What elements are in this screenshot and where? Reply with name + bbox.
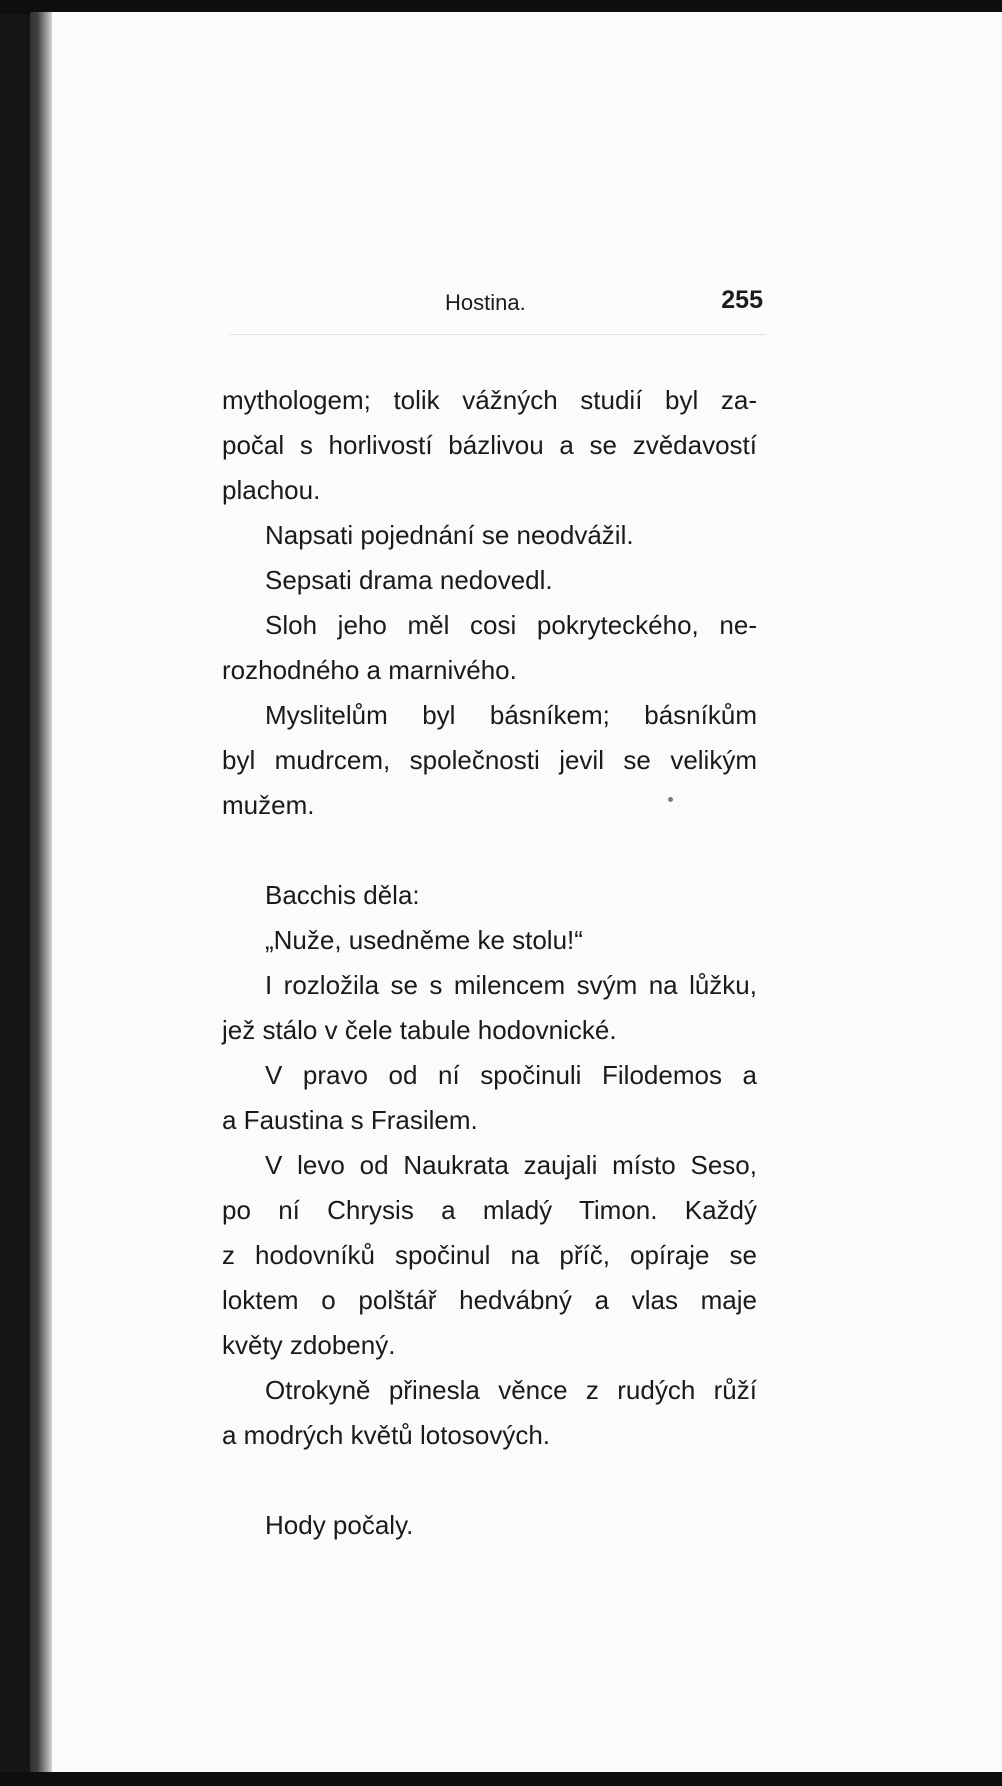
- text-line: a Faustina s Frasilem.: [222, 1105, 478, 1135]
- text-line: jež stálo v čele tabule hodovnické.: [222, 1015, 617, 1045]
- paragraph-gap: [222, 828, 757, 873]
- text-line: a modrých květů lotosových.: [222, 1420, 551, 1450]
- page-number: 255: [721, 286, 763, 314]
- text-line: z hodovníků spočinul na příč, opíraje se: [222, 1240, 757, 1270]
- text-line: květy zdobený.: [222, 1330, 396, 1360]
- page-header: [225, 286, 765, 322]
- text-line: byl mudrcem, společnosti jevil se velikým: [222, 745, 757, 775]
- text-line: Myslitelům byl básníkem; básníkům: [265, 700, 757, 730]
- text-line: mužem.: [222, 790, 315, 820]
- text-line: Sepsati drama nedovedl.: [265, 565, 553, 595]
- body-text: [222, 378, 757, 1548]
- binding-shadow: [30, 12, 52, 1774]
- scan-bottom-edge: [0, 1772, 1002, 1786]
- text-line: V pravo od ní spočinuli Filodemos a: [265, 1060, 757, 1090]
- running-head: Hostina.: [445, 290, 526, 315]
- text-line: počal s horlivostí bázlivou a se zvědavostí: [222, 430, 757, 460]
- text-line: po ní Chrysis a mladý Timon. Každý: [222, 1195, 757, 1225]
- text-line: loktem o polštář hedvábný a vlas maje: [222, 1285, 757, 1315]
- text-line: Hody počaly.: [265, 1510, 414, 1540]
- text-line: Napsati pojednání se neodvážil.: [265, 520, 634, 550]
- paragraph-gap: [222, 1458, 757, 1503]
- text-line: Sloh jeho měl cosi pokryteckého, ne-: [265, 610, 757, 640]
- text-line: Bacchis děla:: [265, 880, 420, 910]
- text-line: rozhodného a marnivého.: [222, 655, 517, 685]
- text-line: Otrokyně přinesla věnce z rudých růží: [265, 1375, 757, 1405]
- header-rule: [230, 334, 765, 335]
- text-line: „Nuže, usedněme ke stolu!“: [265, 925, 583, 955]
- text-line: mythologem; tolik vážných studií byl za-: [222, 385, 757, 415]
- text-line: V levo od Naukrata zaujali místo Seso,: [265, 1150, 757, 1180]
- text-line: plachou.: [222, 475, 321, 505]
- text-line: I rozložila se s milencem svým na lůžku,: [265, 970, 757, 1000]
- ink-speck: [668, 797, 673, 802]
